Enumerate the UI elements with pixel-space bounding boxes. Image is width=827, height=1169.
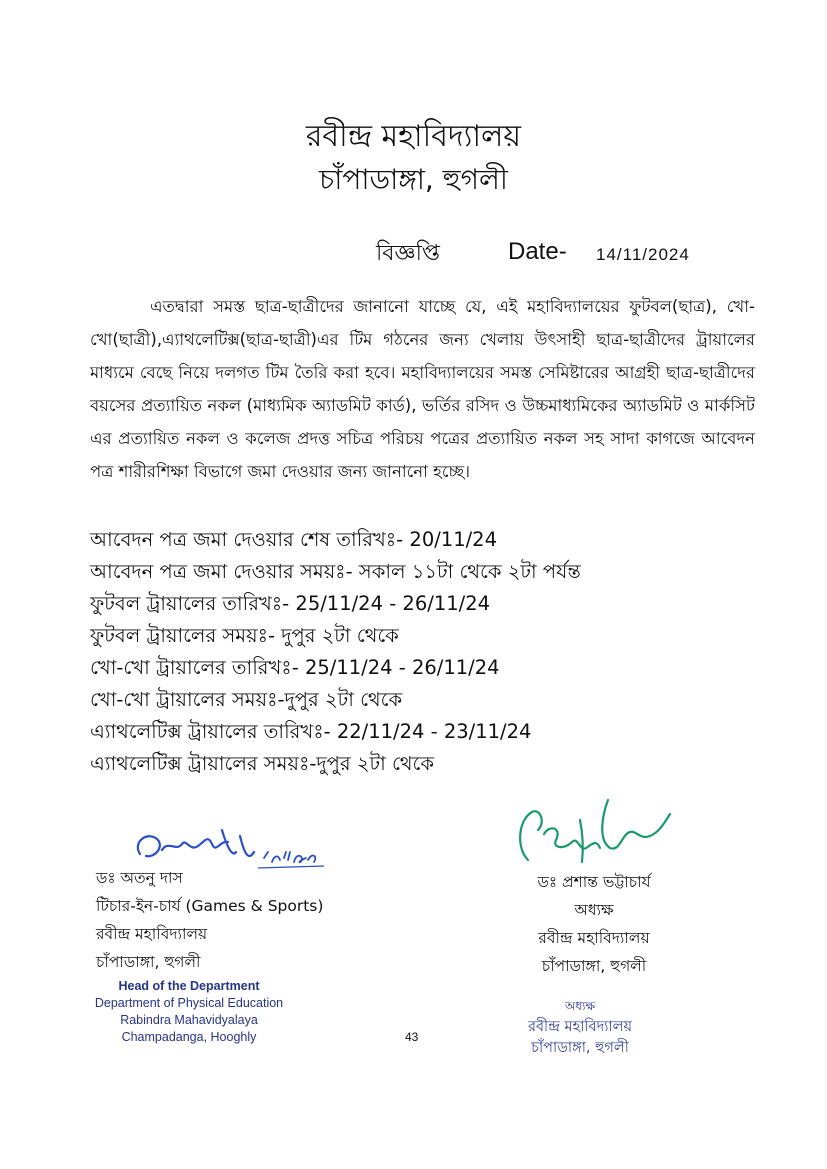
stamp-line-4: Champadanga, Hooghly bbox=[121, 1030, 257, 1044]
right-signatory-designation: অধ্যক্ষ bbox=[574, 901, 614, 919]
detail-last-date: আবেদন পত্র জমা দেওয়ার শেষ তারিখঃ- 20/11/24 bbox=[90, 528, 497, 551]
left-signatory-designation: টিচার-ইন-চার্য (Games & Sports) bbox=[96, 897, 324, 915]
stamp-line-1: Head of the Department bbox=[118, 979, 260, 993]
principal-stamp-line-1: অধ্যক্ষ bbox=[564, 999, 596, 1013]
detail-athletics-dates: এ্যাথলেটিক্স ট্রায়ালের তারিখঃ- 22/11/24 - 23/11/24 bbox=[90, 720, 532, 743]
right-signatory-name: ডঃ প্রশান্ত ভট্টাচার্য bbox=[537, 873, 651, 891]
notice-body: এতদ্বারা সমস্ত ছাত্র-ছাত্রীদের জানানো যাচ্ছে যে, এই মহাবিদ্যালয়ের ফুটবল(ছাত্র), খো-খো(ছাত্রী),এ্যাথলেটিক্স(ছাত্র-ছাত্রী)এর টিম গঠনের জন্য খেলায় উৎসাহী ছাত্র-ছাত্রীদের ট্রায়ালের মাধ্যমে বেছে নিয়ে দলগত টিম তৈরি করা হবে। মহাবিদ্যালয়ের সমস্ত সেমিষ্টারের আগ্রহী ছাত্র-ছাত্রীদের বয়সের প্রত্যায়িত নকল (মাধ্যমিক অ্যাডমিট কার্ড), ভর্তির রসিদ ও উচ্চমাধ্যমিকের অ্যাডমিট ও মার্কসিট এর প্রত্যায়িত নকল ও কলেজ প্রদত্ত সচিত্র পরিচয় পত্রের প্রত্যায়িত নকল সহ সাদা কাগজে আবেদন পত্র শারীরশিক্ষা বিভাগে জমা দেওয়ার জন্য জানানো হচ্ছে। bbox=[90, 297, 755, 481]
details-list bbox=[90, 524, 790, 780]
principal-stamp-line-2: রবীন্দ্র মহাবিদ্যালয় bbox=[528, 1019, 632, 1035]
right-signatory-block bbox=[498, 868, 690, 980]
page-number: 43 bbox=[405, 1030, 419, 1044]
college-location: চাঁপাডাঙ্গা, হুগলী bbox=[319, 163, 508, 196]
detail-football-time: ফুটবল ট্রায়ালের সময়ঃ- দুপুর ২টা থেকে bbox=[90, 624, 399, 647]
left-signatory-name: ডঃ অতনু দাস bbox=[96, 869, 183, 887]
detail-submission-time: আবেদন পত্র জমা দেওয়ার সময়ঃ- সকাল ১১টা থেকে ২টা পর্যন্ত bbox=[90, 560, 581, 583]
detail-khokho-dates: খো-খো ট্রায়ালের তারিখঃ- 25/11/24 - 26/11/24 bbox=[90, 656, 500, 679]
notice-heading: বিজ্ঞপ্তি bbox=[376, 241, 440, 266]
left-signatory-block bbox=[96, 864, 323, 976]
detail-khokho-time: খো-খো ট্রায়ালের সময়ঃ-দুপুর ২টা থেকে bbox=[90, 688, 403, 711]
right-signature-scribble bbox=[510, 790, 680, 880]
date-label: Date- bbox=[508, 238, 567, 265]
date-value: 14/11/2024 bbox=[596, 245, 690, 264]
stamp-line-2: Department of Physical Education bbox=[94, 996, 284, 1010]
department-stamp bbox=[92, 978, 286, 1046]
principal-stamp bbox=[492, 996, 668, 1059]
left-signatory-college: রবীন্দ্র মহাবিদ্যালয় bbox=[96, 925, 208, 943]
right-signatory-college: রবীন্দ্র মহাবিদ্যালয় bbox=[538, 929, 650, 947]
college-name: রবীন্দ্র মহাবিদ্যালয় bbox=[305, 119, 522, 154]
detail-athletics-time: এ্যাথলেটিক্স ট্রায়ালের সময়ঃ-দুপুর ২টা থেকে bbox=[90, 752, 435, 775]
stamp-line-3: Rabindra Mahavidyalaya bbox=[120, 1013, 258, 1027]
left-signatory-location: চাঁপাডাঙ্গা, হুগলী bbox=[96, 953, 201, 971]
principal-stamp-line-3: চাঁপাডাঙ্গা, হুগলী bbox=[531, 1040, 629, 1056]
right-signatory-location: চাঁপাডাঙ্গা, হুগলী bbox=[541, 957, 647, 975]
detail-football-dates: ফুটবল ট্রায়ালের তারিখঃ- 25/11/24 - 26/11/24 bbox=[90, 592, 491, 615]
